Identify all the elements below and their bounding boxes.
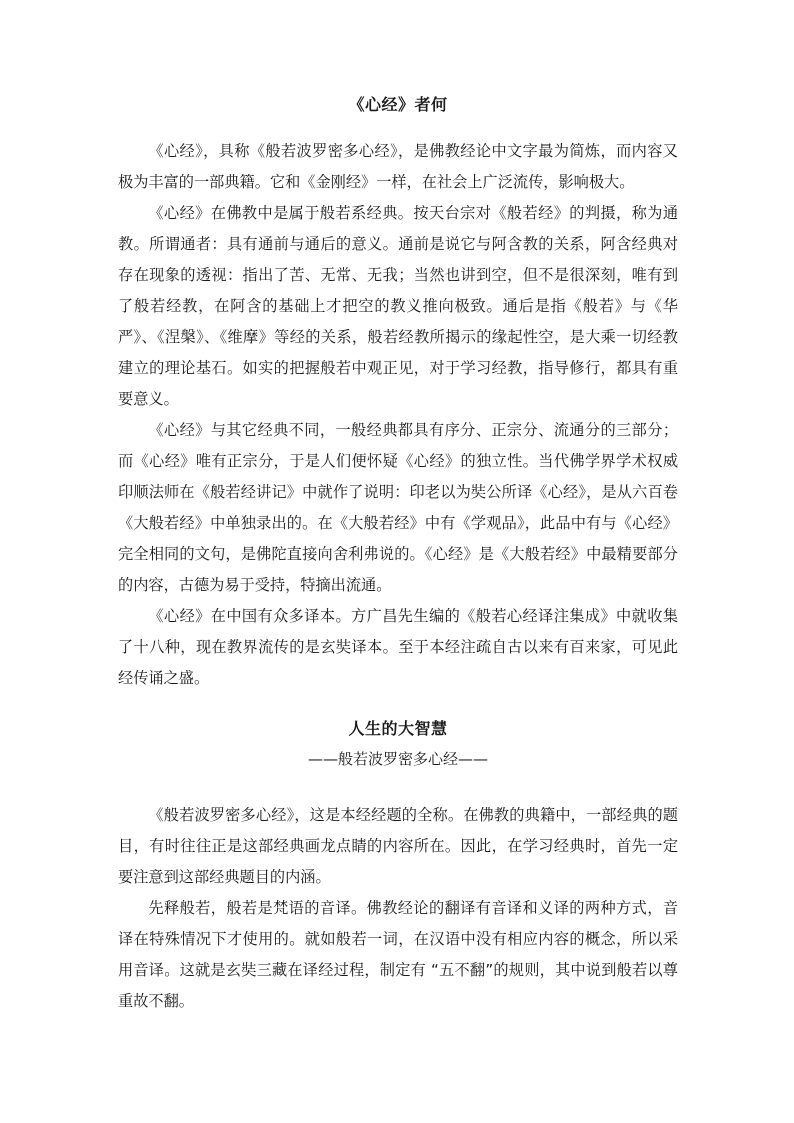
section2-paragraph-2: 先释般若，般若是梵语的音译。佛教经论的翻译有音译和义译的两种方式，音译在特殊情况下才使用的。就如般若一词，在汉语中没有相应内容的概念，所以采用音译。这就是玄奘三藏在译经过程，制定有 “五不翻”的规则，其中说到般若以尊重故不翻。 (118, 899, 678, 1010)
section1-paragraph-4: 《心经》在中国有众多译本。方广昌先生编的《般若心经译注集成》中就收集了十八种，现在教界流传的是玄奘译本。至于本经注疏自古以来有百来家，可见此经传诵之盛。 (118, 607, 678, 687)
section2-title: 人生的大智慧 (348, 719, 448, 738)
section2 (118, 716, 678, 1017)
section2-subtitle: ——般若波罗密多心经—— (307, 750, 488, 768)
section1-paragraph-1: 《心经》，具称《般若波罗密多心经》，是佛教经论中文字最为简炼，而内容又极为丰富的一部典籍。它和《金刚经》一样，在社会上广泛流传，影响极大。 (118, 142, 678, 191)
section2-paragraph-1: 《般若波罗密多心经》，这是本经经题的全称。在佛教的典籍中，一部经典的题目，有时往往正是这部经典画龙点睛的内容所在。因此，在学习经典时，首先一定要注意到这部经典题目的内涵。 (118, 806, 678, 886)
section1-paragraph-3: 《心经》与其它经典不同，一般经典都具有序分、正宗分、流通分的三部分；而《心经》唯有正宗分，于是人们便怀疑《心经》的独立性。当代佛学界学术权威印顺法师在《般若经讲记》中就作了说明：印老以为奘公所译《心经》，是从六百卷《大般若经》中单独录出的。在《大般若经》中有《学观品》，此品中有与《心经》完全相同的文句，是佛陀直接向舍利弗说的。《心经》是《大般若经》中最精要部分的内容，古德为易于受持，特摘出流通。 (118, 421, 678, 594)
document-page (118, 92, 678, 1017)
section1-title: 《心经》者何 (348, 95, 448, 114)
section1-paragraph-2: 《心经》在佛教中是属于般若系经典。按天台宗对《般若经》的判摄，称为通教。所谓通者：具有通前与通后的意义。通前是说它与阿含教的关系，阿含经典对存在现象的透视：指出了苦、无常、无我；当然也讲到空，但不是很深刻，唯有到了般若经教，在阿含的基础上才把空的教义推向极致。通后是指《般若》与《华严》、《涅槃》、《维摩》等经的关系，般若经教所揭示的缘起性空，是大乘一切经教建立的理论基石。如实的把握般若中观正见，对于学习经教，指导修行，都具有重要意义。 (118, 204, 678, 408)
